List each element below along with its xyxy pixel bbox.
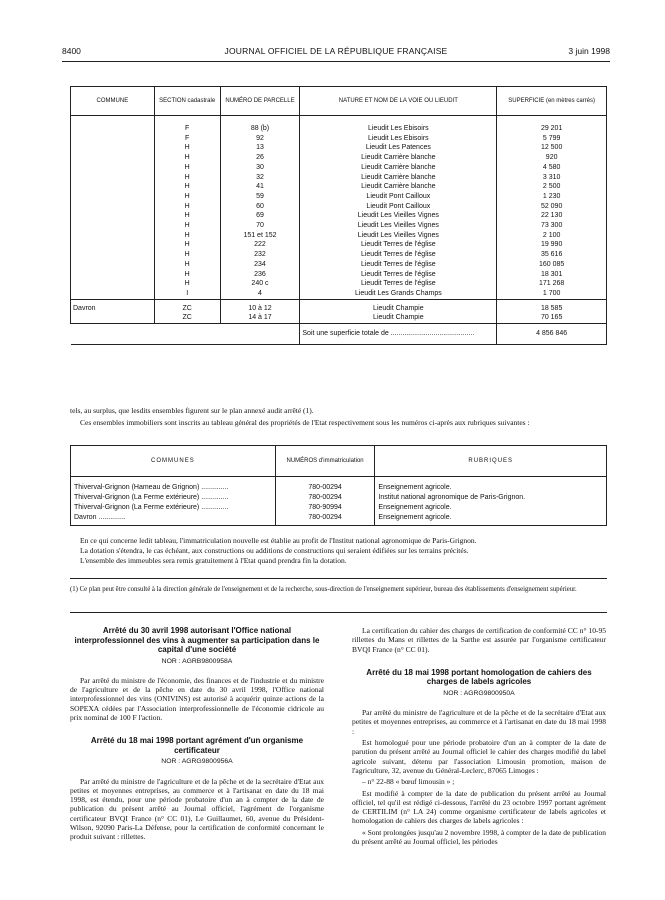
cell-nature: Lieudit Les Vieilles Vignes [300,231,497,241]
table-row [71,279,607,289]
table-row [71,250,607,260]
cell-commune [71,503,276,513]
cell-section: ZC [154,313,220,323]
cell-area: 171 268 [497,279,607,289]
cell-number [275,477,375,494]
cell-parcel: 32 [220,173,300,183]
cell-commune: Davron [71,299,155,313]
cell-nature: Lieudit Terres de l'église [300,260,497,270]
cell-nature: Lieudit Pont Cailloux [300,202,497,212]
col-numbers: NUMÉROS d'immatriculation [275,446,375,477]
journal-title: JOURNAL OFFICIEL DE LA RÉPUBLIQUE FRANÇAISE [224,46,448,56]
cell-section: H [154,240,220,250]
cell-text: Thiverval-Grignon (La Ferme extérieure) [74,504,200,511]
total-label [300,324,497,345]
table-row [71,270,607,280]
table-row [71,493,607,503]
section-rule [70,612,607,613]
cell-nature: Lieudit Pont Cailloux [300,192,497,202]
cell-commune [71,173,155,183]
cell-nature: Lieudit Champie [300,299,497,313]
cell-nature: Lieudit Les Vieilles Vignes [300,211,497,221]
cell-area: 19 990 [497,240,607,250]
table-row [71,231,607,241]
cell-commune [71,192,155,202]
cell-commune [71,211,155,221]
cell-parcel: 59 [220,192,300,202]
cell-section: H [154,153,220,163]
cell-area: 2 100 [497,231,607,241]
cell-commune [71,279,155,289]
cell-parcel: 69 [220,211,300,221]
table-row [71,163,607,173]
cell-commune [71,240,155,250]
cell-area: 22 130 [497,211,607,221]
cell-commune [71,513,276,526]
cell-parcel: 26 [220,153,300,163]
cell-parcel: 4 [220,289,300,299]
article-body: Par arrêté du ministre de l'économie, des finances et de l'industrie et du ministre de l'agriculture et de la pêche en date du 30 avril 1998, l'Office national interprofessionnel des vins (ONIVINS) est autorisé à acquérir quinze actions de la SOPEXA cédées par l'Association interprofessionnelle de l'économie cidricole au prix nominal de 100 F l'action. [70,675,324,722]
right-column [352,626,606,848]
cell-commune [71,313,155,323]
total-value: 4 856 846 [497,324,607,345]
cell-rubric [375,503,607,513]
cell-parcel: 88 (b) [220,116,300,134]
cell-parcel: 13 [220,143,300,153]
table-row [71,289,607,299]
cell-number [275,513,375,526]
cell-text: Institut national agronomique de Paris-Grignon. [378,494,526,501]
cell-commune [71,250,155,260]
cell-parcel: 240 c [220,279,300,289]
cell-section: H [154,211,220,221]
cell-rubric [375,477,607,494]
col-nature: NATURE ET NOM DE LA VOIE OU LIEUDIT [300,87,497,116]
table-row [71,173,607,183]
cell-commune [71,477,276,494]
cell-text: 780-00294 [308,514,342,521]
cell-nature: Lieudit Champie [300,313,497,323]
col-communes: COMMUNES [71,446,276,477]
cell-area: 18 301 [497,270,607,280]
col-rubrics: RUBRIQUES [375,446,607,477]
cell-nature: Lieudit Carrière blanche [300,182,497,192]
cell-section: H [154,143,220,153]
cell-parcel: 151 et 152 [220,231,300,241]
cell-area: 2 500 [497,182,607,192]
cell-nature: Lieudit Les Grands Champs [300,289,497,299]
cell-parcel: 222 [220,240,300,250]
cell-parcel: 14 à 17 [220,313,300,323]
cell-section: H [154,231,220,241]
cell-text: Davron [74,514,97,521]
cell-nature: Lieudit Les Vieilles Vignes [300,221,497,231]
header-rule [62,61,610,62]
cell-section: H [154,250,220,260]
cell-nature: Lieudit Terres de l'église [300,279,497,289]
cell-number [275,493,375,503]
cell-commune [71,493,276,503]
cell-section: ZC [154,299,220,313]
nor-reference: NOR : AGRB9800958A [161,657,233,665]
article-body: La certification du cahier des charges de certification de conformité CC n° 10-95 rillettes du Mans et rillettes de la Sarthe est assurée par l'organisme certificateur BVQI France (n° CC 01). [352,626,606,654]
cell-parcel: 92 [220,134,300,144]
cell-number [275,503,375,513]
cell-commune [71,163,155,173]
cell-area: 35 616 [497,250,607,260]
cell-area: 4 580 [497,163,607,173]
cell-text: 780-90994 [308,504,342,511]
cell-nature: Lieudit Carrière blanche [300,163,497,173]
cell-commune [71,221,155,231]
cell-parcel: 234 [220,260,300,270]
col-commune: COMMUNE [71,87,155,116]
leader-dots: ........................................... [388,330,475,338]
cell-area: 5 799 [497,134,607,144]
cell-area: 1 230 [497,192,607,202]
cell-rubric [375,493,607,503]
cell-parcel: 41 [220,182,300,192]
cell-section: H [154,182,220,192]
registry-table-header [71,446,607,477]
cell-commune [71,202,155,212]
registry-table [70,445,607,526]
cell-area: 1 700 [497,289,607,299]
article-body: Par arrêté du ministre de l'agriculture et de la pêche et de la secrétaire d'Etat aux petites et moyennes entreprises, au commerce et à l'artisanat en date du 18 mai 1998, est étendu, pour une période probatoire d'un an à compter de la date de publication du présent arrêté au Journal officiel, l'agrément de l'organisme certificateur BVQI France (n° CC 01), Le Guillaumet, 60, avenue du Président-Wilson, 92090 Paris-La Défense, pour la certification de conformité concernant le produit suivant : rillettes. [70,776,324,842]
cell-section: H [154,279,220,289]
leader-dots: .............. [199,504,229,511]
table-row [71,299,607,313]
cell-parcel: 60 [220,202,300,212]
table-row [71,503,607,513]
article-body: – n° 22-88 « bœuf limousin » ; [362,777,455,787]
table-row [71,153,607,163]
cell-nature: Lieudit Les Ebisoirs [300,116,497,134]
cell-text: Enseignement agricole. [378,514,452,521]
article-body: Est modifié à compter de la date de publication du présent arrêté au Journal officiel, tel qu'il est rédigé ci-dessous, l'arrêté du 23 octobre 1997 portant agrément de CERTILIM (n° LA 24) comme organisme certificateur de labels agricoles et homologation de cahiers des charges de labels agricoles : [352,788,606,826]
col-area: SUPERFICIE (en mètres carrés) [497,87,607,116]
table-row [71,221,607,231]
issue-date: 3 juin 1998 [568,46,610,56]
article-title: Arrêté du 18 mai 1998 portant homologation de cahiers des charges de labels agricoles [366,667,592,687]
leader-dots: .............. [96,514,126,521]
cell-commune [71,270,155,280]
table-row [71,182,607,192]
paragraph: tels, au surplus, que lesdits ensembles figurent sur le plan annexé audit arrêté (1). [70,406,314,415]
cell-commune [71,143,155,153]
article-title: Arrêté du 30 avril 1998 autorisant l'Office national interprofessionnel des vins à augmenter sa participation dans le capital d'une société [74,626,320,654]
cell-section: H [154,173,220,183]
cell-area: 18 585 [497,299,607,313]
cell-parcel: 10 à 12 [220,299,300,313]
table-row [71,240,607,250]
cell-parcel: 232 [220,250,300,260]
cell-nature: Lieudit Terres de l'église [300,240,497,250]
leader-dots: .............. [199,484,229,491]
paragraph: L'ensemble des immeubles sera remis gratuitement à l'Etat quand prendra fin la dotation. [80,556,347,565]
cell-rubric [375,513,607,526]
cell-section: F [154,116,220,134]
table-row [71,260,607,270]
cell-nature: Lieudit Les Patences [300,143,497,153]
cell-nature: Lieudit Terres de l'église [300,270,497,280]
table-row [71,313,607,323]
cell-nature: Lieudit Carrière blanche [300,153,497,163]
cell-commune [71,182,155,192]
cell-area: 12 500 [497,143,607,153]
footnote: (1) Ce plan peut être consulté à la direction générale de l'enseignement et de la recherche, sous-direction de l'enseignement supérieur, bureau des établissements d'enseignement supérieur. [70,586,577,593]
leader-dots: .............. [199,494,229,501]
col-parcel-number: NUMÉRO DE PARCELLE [220,87,300,116]
parcel-table [70,86,607,345]
cell-commune [71,153,155,163]
table-row [71,116,607,134]
cell-text: Enseignement agricole. [378,484,452,491]
cell-area: 3 310 [497,173,607,183]
cell-section: H [154,202,220,212]
col-section: SECTION cadastrale [154,87,220,116]
cell-text: 780-00294 [308,494,342,501]
cell-nature: Lieudit Terres de l'église [300,250,497,260]
cell-text: 780-00294 [308,484,342,491]
nor-reference: NOR : AGRG9800956A [161,758,233,766]
cell-area: 920 [497,153,607,163]
paragraph: Ces ensembles immobiliers sont inscrits au tableau général des propriétés de l'Etat respectivement sous les numéros ci-après aux rubriques suivantes : [80,418,530,427]
left-column [70,626,324,844]
page-number: 8400 [62,46,81,56]
article-body: « Sont prolongées jusqu'au 2 novembre 1998, à compter de la date de publication du présent arrêté au Journal officiel, les périodes [352,827,606,847]
cell-commune [71,116,155,134]
article-body: Est homologué pour une période probatoire d'un an à compter de la date de parution du présent arrêté au Journal officiel le cahier des charges modifié du label agricole suivant, détenu par l'association Limousin promotion, maison de l'agriculture, 32, avenue du Général-Leclerc, 87065 Limoges : [352,738,606,775]
table-row [71,202,607,212]
page-header [62,46,610,60]
table-row [71,192,607,202]
cell-area: 29 201 [497,116,607,134]
table-row [71,211,607,221]
total-label-text: Soit une superficie totale de [302,330,389,338]
cell-commune [71,231,155,241]
table-row [71,513,607,526]
parcel-table-header [71,87,607,116]
table-row [71,143,607,153]
cell-text: Thiverval-Grignon (Hameau de Grignon) [74,484,200,491]
cell-section: I [154,289,220,299]
cell-parcel: 70 [220,221,300,231]
total-row [71,324,607,345]
cell-parcel: 30 [220,163,300,173]
cell-text: Enseignement agricole. [378,504,452,511]
cell-text: Thiverval-Grignon (La Ferme extérieure) [74,494,200,501]
cell-area: 160 085 [497,260,607,270]
table-row [71,134,607,144]
cell-nature: Lieudit Carrière blanche [300,173,497,183]
article-title: Arrêté du 18 mai 1998 portant agrément d'un organisme certificateur [90,736,304,755]
cell-commune [71,289,155,299]
paragraph: La dotation s'étendra, le cas échéant, aux constructions ou additions de constructions qui seraient édifiées sur les terrains précités. [80,546,469,555]
cell-section: H [154,260,220,270]
cell-area: 73 300 [497,221,607,231]
nor-reference: NOR : AGRG9800950A [443,689,515,697]
cell-commune [71,134,155,144]
cell-section: F [154,134,220,144]
cell-parcel: 236 [220,270,300,280]
article-body: Par arrêté du ministre de l'agriculture et de la pêche et de la secrétaire d'Etat aux petites et moyennes entreprises, au commerce et à l'artisanat en date du 18 mai 1998 : [352,708,606,736]
cell-section: H [154,221,220,231]
cell-commune [71,260,155,270]
paragraph: En ce qui concerne ledit tableau, l'immatriculation nouvelle est établie au profit de l'Institut national agronomique de Paris-Grignon. [80,536,477,545]
cell-section: H [154,270,220,280]
table-row [71,477,607,494]
footnote-rule [70,578,607,579]
cell-section: H [154,192,220,202]
cell-area: 52 090 [497,202,607,212]
cell-nature: Lieudit Les Ebisoirs [300,134,497,144]
cell-area: 70 165 [497,313,607,323]
cell-section: H [154,163,220,173]
